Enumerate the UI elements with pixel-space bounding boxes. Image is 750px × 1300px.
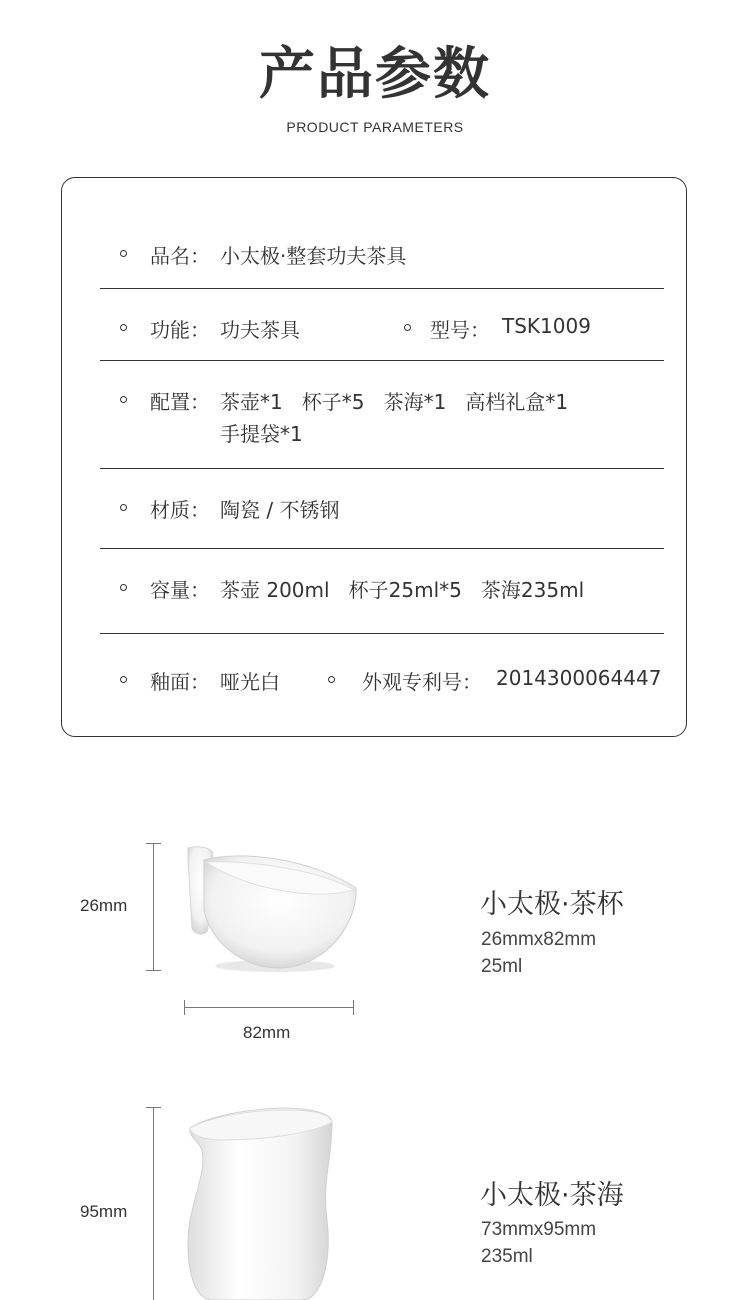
bullet-icon xyxy=(120,250,127,257)
param-label: 品名： xyxy=(150,244,210,268)
cup-volume: 25ml xyxy=(481,956,523,977)
param-label: 釉面： xyxy=(150,670,210,694)
cup-width-label: 82mm xyxy=(243,1023,291,1042)
cup-width-line xyxy=(184,1007,354,1008)
bullet-icon xyxy=(120,504,127,511)
param-label: 型号： xyxy=(430,318,490,342)
pitcher-height-line xyxy=(153,1107,154,1300)
bullet-icon xyxy=(404,324,411,331)
param-label: 功能： xyxy=(150,318,210,342)
parameters-card xyxy=(61,177,687,737)
param-label: 配置： xyxy=(150,390,210,414)
param-value: 功夫茶具 xyxy=(220,318,300,342)
bullet-icon xyxy=(328,676,335,683)
bullet-icon xyxy=(120,324,127,331)
divider xyxy=(100,288,664,289)
param-value: 陶瓷 / 不锈钢 xyxy=(220,498,340,522)
divider xyxy=(100,633,664,634)
pitcher-volume: 235ml xyxy=(481,1246,533,1267)
dimension-tick xyxy=(353,1000,354,1015)
param-value: 小太极·整套功夫茶具 xyxy=(220,244,407,268)
param-value: 2014300064447 xyxy=(496,666,662,690)
cup-name: 小太极·茶杯 xyxy=(480,889,624,920)
dimension-tick xyxy=(146,970,161,971)
divider xyxy=(100,548,664,549)
bullet-icon xyxy=(120,676,127,683)
param-value-line2: 手提袋*1 xyxy=(220,422,303,446)
teacup-image xyxy=(180,840,365,980)
pitcher-size: 73mmx95mm xyxy=(481,1219,597,1240)
page-title: 产品参数 xyxy=(259,42,491,107)
param-value: 茶壶*1 杯子*5 茶海*1 高档礼盒*1 xyxy=(220,390,569,414)
pitcher-image xyxy=(182,1100,342,1300)
cup-height-label: 26mm xyxy=(80,896,128,915)
param-label: 容量： xyxy=(150,578,210,602)
param-value: 茶壶 200ml 杯子25ml*5 茶海235ml xyxy=(220,578,585,602)
cup-size: 26mmx82mm xyxy=(481,929,597,950)
param-label: 材质： xyxy=(150,498,210,522)
param-value: 哑光白 xyxy=(220,670,280,694)
cup-height-line xyxy=(153,843,154,971)
divider xyxy=(100,360,664,361)
pitcher-name: 小太极·茶海 xyxy=(480,1180,624,1211)
divider xyxy=(100,468,664,469)
bullet-icon xyxy=(120,396,127,403)
pitcher-height-label: 95mm xyxy=(80,1202,128,1221)
bullet-icon xyxy=(120,584,127,591)
param-value: TSK1009 xyxy=(502,314,591,338)
page-subtitle: PRODUCT PARAMETERS xyxy=(286,119,464,135)
param-label: 外观专利号： xyxy=(362,670,482,694)
